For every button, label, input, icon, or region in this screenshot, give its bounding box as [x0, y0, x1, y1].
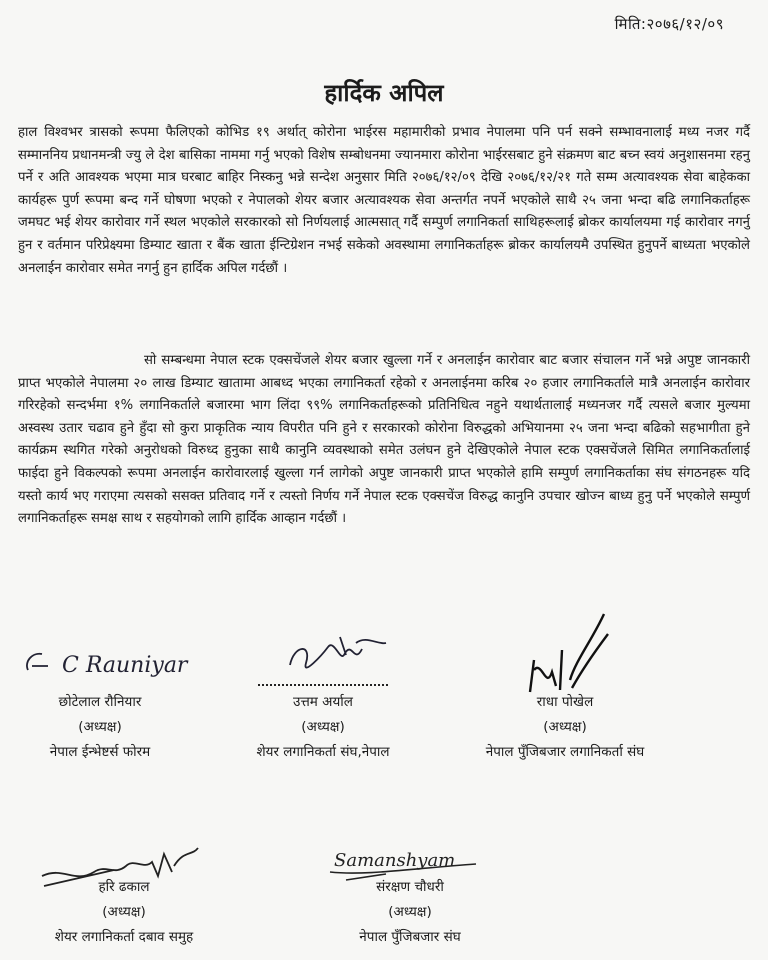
signatory-1-org: नेपाल ईन्भेष्टर्स फोरम	[49, 744, 151, 760]
signatory-2-org: शेयर लगानिकर्ता संघ,नेपाल	[256, 744, 390, 760]
signatory-5	[310, 875, 510, 950]
signatory-1	[0, 690, 200, 765]
signatory-2-role: (अध्यक्ष)	[301, 719, 345, 735]
letter-date: मिति:२०७६/१२/०९	[614, 15, 724, 33]
signatory-3-org: नेपाल पुँजिबजार लगानिकर्ता संघ	[485, 744, 645, 760]
signatory-1-role: (अध्यक्ष)	[78, 719, 122, 735]
signatory-4-name: हरि ढकाल	[98, 879, 150, 895]
signature-5-text: Samanshyam	[334, 850, 456, 871]
signature-1-image	[22, 640, 188, 686]
paragraph-2: सो सम्बन्धमा नेपाल स्टक एक्सचेंजले शेयर बजार खुल्ला गर्ने र अनलाईन कारोवार बाट बजार संचालन गर्ने भन्ने अपुष्ट जानकारी प्राप्त भएकोले नेपालमा २० लाख डिम्याट खातामा आबध्द भएका लगानिकर्ता रहेको र अनलाईनमा करिब २० हजार लगानिकर्ताले मात्रै अनलाईन कारोवार गरिरहेको सन्दर्भमा १% लगानिकर्ताले बजारमा भाग लिंदा ९९% लगानिकर्ताहरूको प्रतिनिधित्व नहुने यथार्थतालाई मध्यनजर गर्दै त्यसले बजार मुल्यमा अस्वस्थ उतार चढाव हुने हुँदा सो कुरा प्राकृतिक न्याय विपरीत पनि हुने र सरकारको कोरोना विरुद्धको अभियानमा २५ जना भन्दा बढिको सहभागीता हुने कार्यक्रम स्थगित गरेको अनुरोधको विरुध्द हुनुका साथै कानुनि व्यवस्थाको समेत उलंघन हुने देखिएकोले नेपाल स्टक एक्सचेंजले सिमित लगानिकर्तालाई फाईदा हुने विकल्पको रूपमा अनलाईन कारोवारलाई खुल्ला गर्न लागेको अपुष्ट जानकारी प्राप्त भएकोले हामि सम्पुर्ण लगानिकर्ताका संघ संगठनहरू यदि यस्तो कार्य भए गराएमा त्यसको ससक्त प्रतिवाद गर्ने र त्यस्तो निर्णय गर्ने नेपाल स्टक एक्सचेंज विरुद्ध कानुनि उपचार खोज्न बाध्य हुनु पर्ने भएकोले सम्पुर्ण लगानिकर्ताहरू समक्ष साथ र सहयोगको लागि हार्दिक आव्हान गर्दछौं ।	[18, 353, 750, 527]
signature-2-image	[282, 625, 392, 683]
signatory-2	[228, 690, 418, 765]
letter-title: हार्दिक अपिल	[324, 79, 444, 107]
signatory-1-name: छोटेलाल रौनियार	[58, 694, 142, 710]
paragraph-1: हाल विश्वभर त्रासको रूपमा फैलिएको कोभिड १९ अर्थात् कोरोना भाईरस महामारीको प्रभाव नेपालमा पनि पर्न सक्ने सम्भावनालाई मध्य नजर गर्दै सम्माननिय प्रधानमन्त्री ज्यु ले देश बासिका नाममा गर्नु भएको विशेष सम्बोधनमा ज्यानमारा कोरोना भाईरसबाट हुने संक्रमण बाट बच्न स्वयं अनुशासनमा रहनु पर्ने र अति आवश्यक भएमा मात्र घरबाट बाहिर निस्कनु भन्ने सन्देश अनुसार मिति २०७६/१२/०९ देखि २०७६/१२/२१ गते सम्म अत्यावश्यक सेवा बाहेकका कार्यहरू पुर्ण रूपमा बन्द गर्ने घोषणा भएको र नेपालको शेयर बजार अत्यावश्यक सेवा अन्तर्गत नपर्ने भएकोले साथै २५ जना भन्दा बढि लगानिकर्ताहरू जमघट भई शेयर कारोवार गर्ने स्थल भएकोले सरकारको सो निर्णयलाई आत्मसात् गर्दै सम्पुर्ण लगानिकर्ता साथिहरूलाई ब्रोकर कार्यालयमा गई कारोवार नगर्नु हुन र वर्तमान परिप्रेक्ष्यमा डिम्याट खाता र बैंक खाता ईन्टिग्रेशन नभई सकेको अवस्थामा लगानिकर्ताहरू ब्रोकर कार्यालयमै उपस्थित हुनुपर्ने बाध्यता भएकोले अनलाईन कारोवार समेत नगर्नु हुन हार्दिक अपिल गर्दछौं ।	[18, 125, 750, 276]
signature-3-image	[512, 610, 622, 700]
signatory-4	[14, 875, 234, 950]
signature-2-dotted-line	[258, 684, 388, 686]
signatory-4-org: शेयर लगानिकर्ता दबाव समुह	[54, 929, 194, 945]
signatory-5-name: संरक्षण चौधरी	[376, 879, 444, 895]
signatory-2-name: उत्तम अर्याल	[293, 694, 353, 710]
signatory-3-role: (अध्यक्ष)	[543, 719, 587, 735]
signatory-5-role: (अध्यक्ष)	[388, 904, 432, 920]
signatory-3-name: राधा पोखेल	[536, 694, 594, 710]
signatory-5-org: नेपाल पुँजिबजार संघ	[359, 929, 461, 945]
signatory-3	[460, 690, 670, 765]
signatory-4-role: (अध्यक्ष)	[102, 904, 146, 920]
signature-1-text: C Rauniyar	[62, 653, 188, 678]
